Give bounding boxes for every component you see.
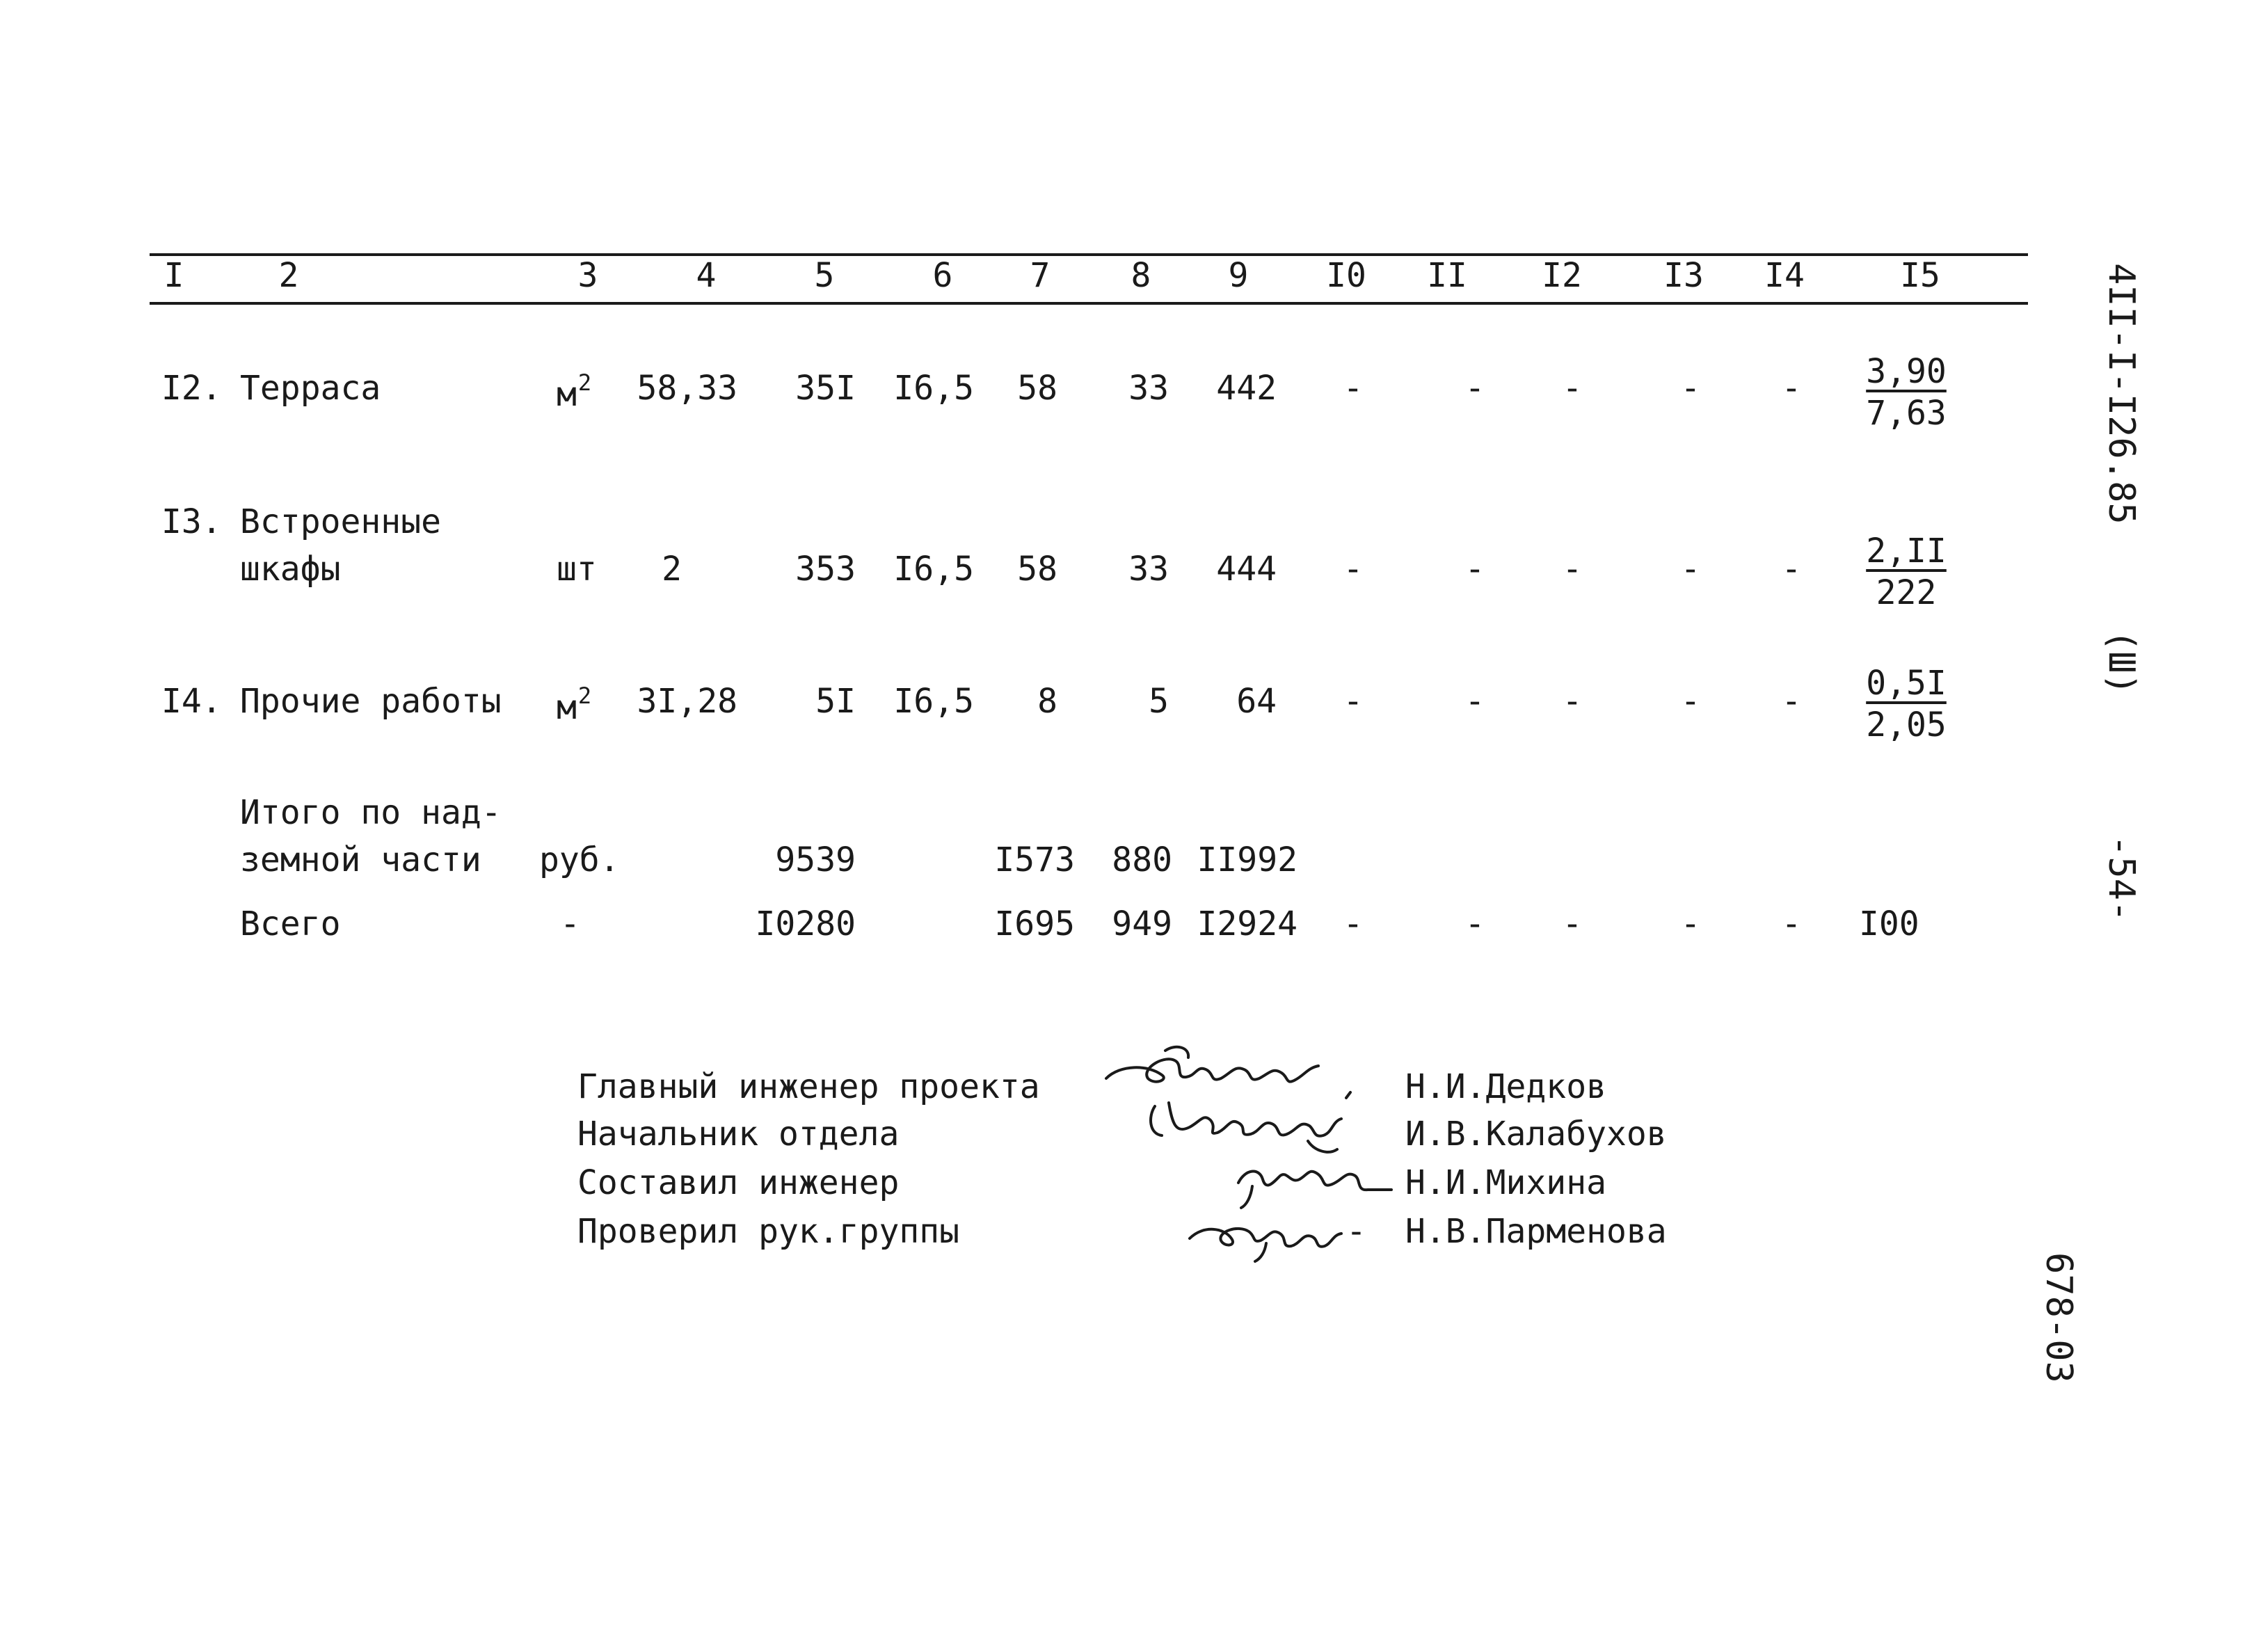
- total-dash: -: [1343, 904, 1364, 943]
- subtotal-col8: 880: [1112, 840, 1172, 879]
- subtotal-col9: II992: [1197, 840, 1297, 879]
- fraction-denominator: 222: [1876, 573, 1937, 612]
- row-col7: 58: [1017, 369, 1057, 408]
- column-number: 3: [577, 256, 598, 295]
- row-dash: -: [1343, 550, 1364, 589]
- row-unit: шт: [557, 550, 597, 589]
- row-number: I2.: [161, 369, 222, 408]
- row-dash: -: [1562, 682, 1583, 721]
- total-dash: -: [1464, 904, 1485, 943]
- row-col9: 442: [1216, 369, 1277, 408]
- column-number: 7: [1030, 256, 1051, 295]
- row-dash: -: [1562, 369, 1583, 408]
- row-number: I3.: [161, 502, 222, 541]
- column-number: 8: [1131, 256, 1151, 295]
- row-qty: 58,33: [637, 369, 737, 408]
- subtotal-label-cont: земной части: [240, 840, 481, 879]
- row-col15-fraction: [1851, 532, 1962, 612]
- total-unit: -: [560, 904, 580, 943]
- column-number: I: [163, 256, 184, 295]
- row-col5: 5I: [815, 682, 856, 721]
- row-dash: -: [1781, 550, 1802, 589]
- row-unit: $м^2$: [557, 683, 592, 727]
- row-col7: 58: [1017, 550, 1057, 589]
- fraction-denominator: 2,05: [1866, 705, 1947, 744]
- signature-name: Н.В.Парменова: [1405, 1212, 1667, 1251]
- sheet-number: 678-03: [2038, 1252, 2079, 1383]
- page-number: -54-: [2100, 835, 2142, 923]
- fraction-numerator: 0,5I: [1866, 664, 1947, 703]
- row-col8: 5: [1149, 682, 1169, 721]
- column-number: II: [1427, 256, 1467, 295]
- table-header-rule: [150, 302, 2028, 305]
- row-dash: -: [1343, 369, 1364, 408]
- signature-role: Проверил рук.группы: [577, 1212, 960, 1251]
- row-dash: -: [1680, 682, 1701, 721]
- fraction-numerator: 2,II: [1866, 532, 1947, 571]
- signature-dash: -: [1346, 1212, 1366, 1251]
- column-number: I4: [1764, 256, 1805, 295]
- row-dash: -: [1781, 682, 1802, 721]
- signature-name: Н.И.Дедков: [1405, 1067, 1606, 1106]
- row-col6: I6,5: [893, 550, 974, 589]
- total-col15: I00: [1859, 904, 1919, 943]
- row-col6: I6,5: [893, 682, 974, 721]
- total-col7: I695: [994, 904, 1075, 943]
- row-dash: -: [1343, 682, 1364, 721]
- row-dash: -: [1464, 369, 1485, 408]
- row-name: Встроенные: [240, 502, 441, 541]
- fraction-numerator: 3,90: [1866, 352, 1947, 391]
- subtotal-unit: руб.: [539, 840, 620, 879]
- signature-role: Составил инженер: [577, 1163, 900, 1202]
- total-dash: -: [1562, 904, 1583, 943]
- signature-scribble-4: [1183, 1200, 1350, 1263]
- row-dash: -: [1464, 682, 1485, 721]
- signature-role: Главный инженер проекта: [577, 1067, 1040, 1106]
- row-col9: 444: [1216, 550, 1277, 589]
- total-dash: -: [1680, 904, 1701, 943]
- row-col5: 353: [795, 550, 856, 589]
- row-dash: -: [1464, 550, 1485, 589]
- column-number: 9: [1228, 256, 1249, 295]
- row-col7: 8: [1037, 682, 1057, 721]
- column-number: I3: [1663, 256, 1704, 295]
- row-col15-fraction: [1851, 664, 1962, 744]
- total-label: Всего: [240, 904, 341, 943]
- column-number: 6: [932, 256, 953, 295]
- row-col6: I6,5: [893, 369, 974, 408]
- fraction-denominator: 7,63: [1866, 394, 1947, 433]
- row-name: Терраса: [240, 369, 381, 408]
- total-col9: I2924: [1197, 904, 1297, 943]
- row-qty: 2: [662, 550, 682, 589]
- row-name: Прочие работы: [240, 682, 502, 721]
- row-dash: -: [1562, 550, 1583, 589]
- total-col5: I0280: [755, 904, 856, 943]
- row-col8: 33: [1128, 369, 1169, 408]
- row-col5: 35I: [795, 369, 856, 408]
- subtotal-col7: I573: [994, 840, 1075, 879]
- row-dash: -: [1680, 369, 1701, 408]
- signature-role: Начальник отдела: [577, 1115, 900, 1154]
- column-number: I5: [1900, 256, 1940, 295]
- signature-name: И.В.Калабухов: [1405, 1115, 1667, 1154]
- total-dash: -: [1781, 904, 1802, 943]
- section-mark: (Ш): [2100, 630, 2142, 695]
- column-number: I0: [1326, 256, 1366, 295]
- row-unit: $м^2$: [557, 369, 592, 414]
- column-number: 2: [278, 256, 299, 295]
- row-dash: -: [1781, 369, 1802, 408]
- document-code: 4II-I-I26.85: [2100, 263, 2142, 525]
- column-number: I2: [1542, 256, 1582, 295]
- row-col15-fraction: [1851, 352, 1962, 433]
- row-col8: 33: [1128, 550, 1169, 589]
- subtotal-label: Итого по над-: [240, 793, 502, 832]
- row-number: I4.: [161, 682, 222, 721]
- row-col9: 64: [1236, 682, 1277, 721]
- row-dash: -: [1680, 550, 1701, 589]
- row-qty: 3I,28: [637, 682, 737, 721]
- column-number: 4: [696, 256, 717, 295]
- column-number: 5: [814, 256, 835, 295]
- subtotal-col5: 9539: [775, 840, 856, 879]
- signature-name: Н.И.Михина: [1405, 1163, 1606, 1202]
- row-name-cont: шкафы: [240, 550, 341, 589]
- table-top-rule: [150, 253, 2028, 256]
- total-col8: 949: [1112, 904, 1172, 943]
